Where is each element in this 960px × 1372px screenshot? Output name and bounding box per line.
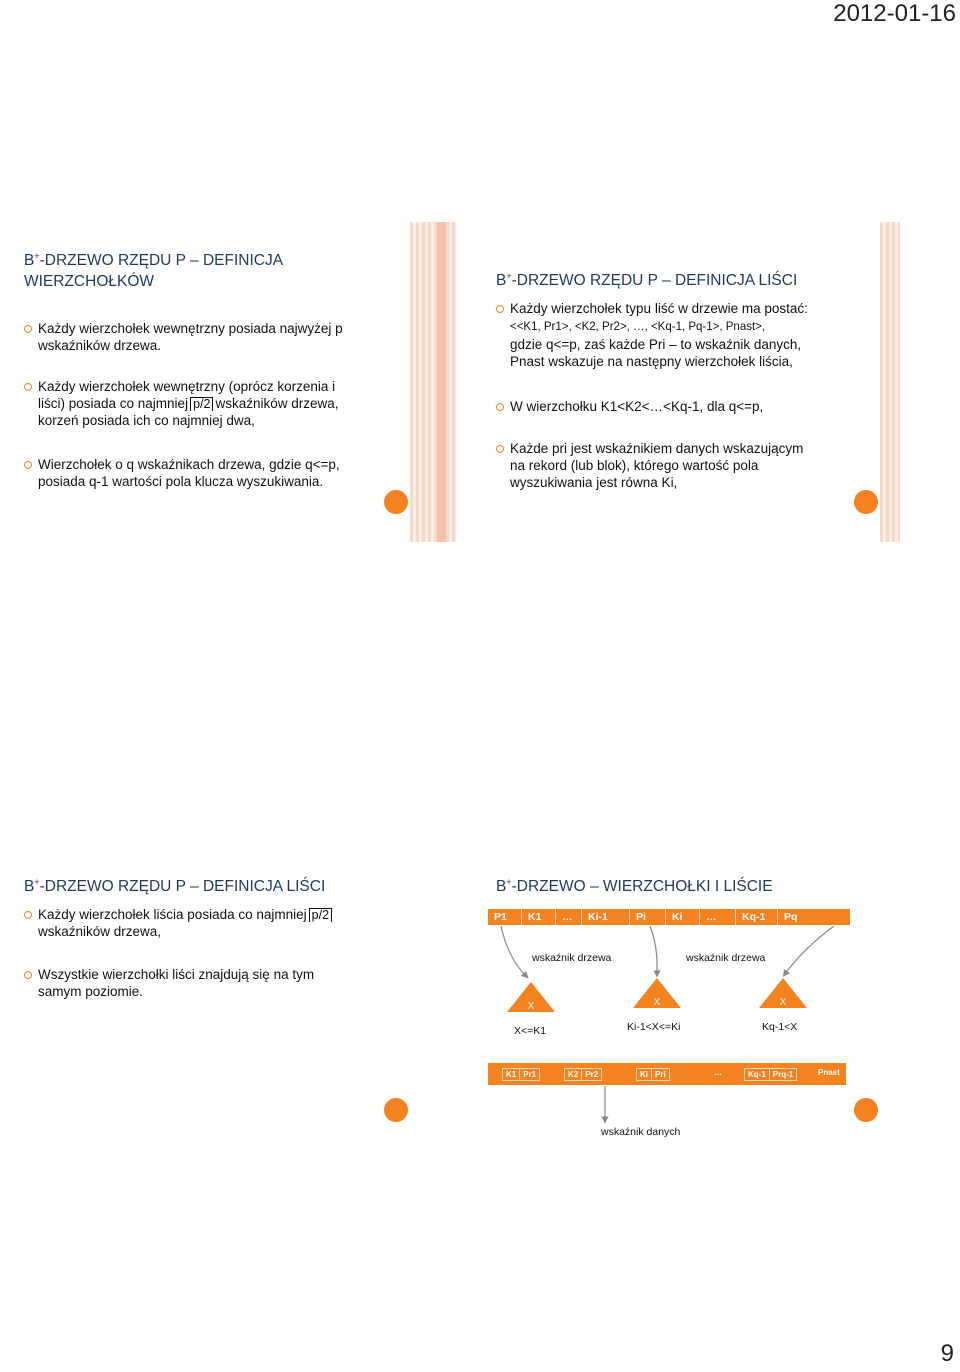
bullet-ring-icon [496, 305, 504, 313]
subtree-symbol: X [653, 997, 661, 1008]
decorative-band [880, 222, 900, 542]
slide-internal-nodes [0, 222, 456, 542]
orange-dot [384, 1098, 408, 1122]
leaf-pair: K2 Pr2 [564, 1068, 602, 1081]
bullet-item: Wszystkie wierzchołki liści znajdują się na tym samym poziomie. [24, 966, 394, 1000]
bullet-ring-icon [496, 403, 504, 411]
orange-dot [384, 490, 408, 514]
leaf-next-pointer: Pnast [818, 1068, 840, 1077]
subtree-condition: X<=K1 [514, 1025, 547, 1037]
tree-pointer-label: wskaźnik drzewa [532, 952, 612, 964]
leaf-pair: Ki Pri [636, 1068, 670, 1081]
node-cell: … [700, 909, 736, 925]
subtree-condition: Kq-1<X [762, 1021, 798, 1033]
bullet-item: Każdy wierzchołek wewnętrzny posiada najwyżej p wskaźników drzewa. [24, 320, 384, 354]
leaf-ellipsis: … [714, 1068, 722, 1077]
decorative-band [428, 222, 456, 542]
node-cell: Kq-1 [736, 909, 778, 925]
subtree-condition: Ki-1<X<=Ki [627, 1021, 681, 1033]
bullet-ring-icon [24, 461, 32, 469]
bullet-item: W wierzchołku K1<K2<…<Kq-1, dla q<=p, [496, 398, 876, 415]
bullet-item: Wierzchołek o q wskaźnikach drzewa, gdzie q<=p, posiada q-1 wartości pola klucza wyszukiwania. [24, 456, 384, 490]
bullet-ring-icon [24, 325, 32, 333]
node-cell: K1 [522, 909, 556, 925]
subtree-symbol: X [779, 997, 787, 1008]
ceiling-symbol: p/2 [190, 397, 213, 411]
bullet-ring-icon [24, 383, 32, 391]
bullet-item: Każdy wierzchołek liścia posiada co najmniej p/2 wskaźników drzewa, [24, 906, 394, 940]
node-cell: Pi [630, 909, 666, 925]
orange-dot [854, 490, 878, 514]
data-pointer-label: wskaźnik danych [601, 1126, 681, 1138]
bullet-ring-icon [24, 971, 32, 979]
leaf-pair: K1 Pr1 [502, 1068, 540, 1081]
slide-leaf-properties [0, 828, 456, 1148]
bullet-item: Każdy wierzchołek typu liść w drzewie ma postać: <<K1, Pr1>, <K2, Pr2>, …, <Kq-1, Pq-1>, Pnast>, gdzie q<=p, zaś każde Pri – to wskaźnik danych, Pnast wskazuje na następny wierzchołek liścia, [496, 300, 876, 370]
arrow-line [785, 926, 834, 974]
decorative-band [410, 222, 430, 542]
leaf-pair: Kq-1 Prq-1 [744, 1068, 797, 1081]
page-number: 9 [940, 1340, 954, 1367]
arrow-line [501, 926, 526, 976]
arrow-line [650, 926, 657, 974]
slide-title: B+-DRZEWO – WIERZCHOŁKI I LIŚCIE [496, 877, 773, 895]
node-cell: … [556, 909, 582, 925]
bullet-ring-icon [24, 911, 32, 919]
bullet-item: Każde pri jest wskaźnikiem danych wskazującym na rekord (lub blok), którego wartość pola wyszukiwania jest równa Ki, [496, 440, 876, 491]
subtree-symbol: X [527, 1001, 535, 1012]
node-cell: P1 [488, 909, 522, 925]
slide-nodes-and-leaves [474, 828, 930, 1148]
node-cell: Pq [784, 911, 798, 923]
slide-title: B+-DRZEWO RZĘDU P – DEFINICJA LIŚCI [24, 877, 326, 895]
node-cell: Ki-1 [582, 909, 630, 925]
bullet-ring-icon [496, 445, 504, 453]
node-cell: Ki [666, 909, 700, 925]
tree-pointer-label: wskaźnik drzewa [686, 952, 766, 964]
slide-title: B+-DRZEWO RZĘDU P – DEFINICJA WIERZCHOŁKÓW [24, 251, 284, 290]
page-date: 2012-01-16 [833, 0, 956, 27]
bullet-item: Każdy wierzchołek wewnętrzny (oprócz korzenia i liści) posiada co najmniej p/2 wskaźników drzewa, korzeń posiada ich co najmniej dwa, [24, 378, 394, 429]
ceiling-symbol: p/2 [309, 908, 332, 922]
leaf-node-bar [488, 1063, 846, 1085]
slide-title: B+-DRZEWO RZĘDU P – DEFINICJA LIŚCI [496, 271, 798, 289]
slide-leaf-definition [474, 222, 930, 542]
